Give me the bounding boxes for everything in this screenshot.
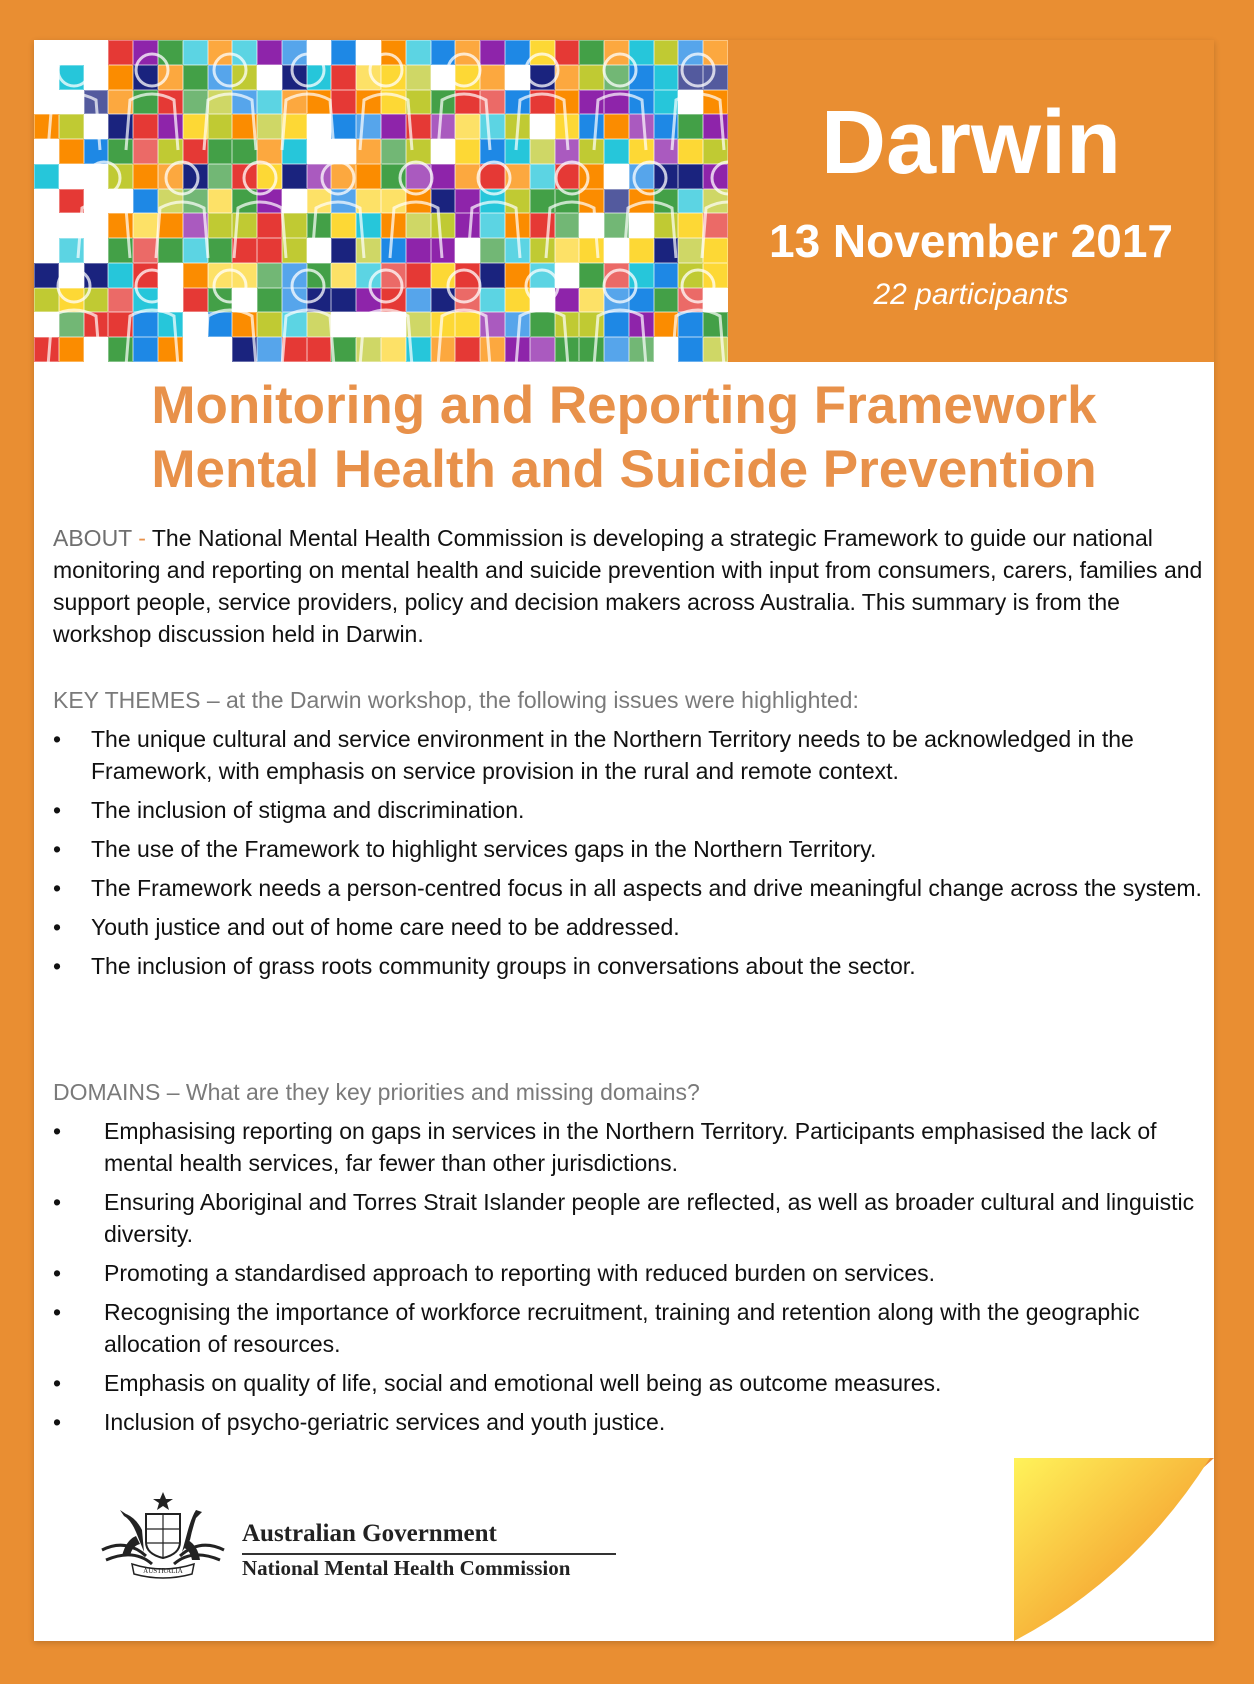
person-outline: [478, 162, 510, 194]
person-outline: [282, 94, 334, 150]
person-outline: [594, 310, 646, 362]
key-themes-list: [53, 723, 1203, 989]
person-outline: [214, 270, 246, 302]
person-outline: [370, 270, 402, 302]
person-outline: [438, 94, 490, 150]
list-item: • Ensuring Aboriginal and Torres Strait Islander people are reflected, as well as broader cultural and linguistic diversity.: [53, 1186, 1203, 1250]
list-item: • Promoting a standardised approach to reporting with reduced burden on services.: [53, 1257, 1203, 1289]
person-outline: [48, 310, 100, 362]
person-outline: [58, 270, 90, 302]
person-outline: [468, 202, 520, 258]
coat-of-arms-icon: [96, 1490, 230, 1580]
person-outline: [136, 54, 168, 86]
person-outline: [672, 310, 724, 362]
person-outline: [516, 94, 568, 150]
list-item: • The unique cultural and service environment in the Northern Territory needs to be acknowledged in the Framework, with emphasis on service provision in the rural and remote context.: [53, 723, 1203, 787]
header-banner: [34, 40, 1214, 362]
person-outline: [214, 54, 246, 86]
person-outline: [126, 94, 178, 150]
person-outline: [526, 270, 558, 302]
person-outline: [360, 94, 412, 150]
person-outline: [126, 310, 178, 362]
svg-text:AUSTRALIA: AUSTRALIA: [143, 1567, 183, 1575]
person-outline: [516, 310, 568, 362]
list-item: • The inclusion of grass roots community groups in conversations about the sector.: [53, 950, 1203, 982]
list-item: • The Framework needs a person-centred focus in all aspects and drive meaningful change across the system.: [53, 872, 1203, 904]
list-item: • The use of the Framework to highlight services gaps in the Northern Territory.: [53, 833, 1203, 865]
person-outline: [204, 94, 256, 150]
participant-count: 22 participants: [873, 278, 1069, 311]
domains-list: [53, 1115, 1203, 1445]
list-item: • Inclusion of psycho-geriatric services and youth justice.: [53, 1406, 1203, 1438]
domains-heading: DOMAINS – What are they key priorities and missing domains?: [53, 1079, 700, 1105]
person-outline: [244, 162, 276, 194]
person-outline: [400, 162, 432, 194]
person-outline: [556, 162, 588, 194]
person-outline: [88, 162, 120, 194]
person-outline: [526, 54, 558, 86]
about-separator: -: [138, 525, 146, 551]
list-item: • Recognising the importance of workforce recruitment, training and retention along with the geographic allocation of resources.: [53, 1296, 1203, 1360]
person-outline: [672, 94, 724, 150]
person-outline: [370, 54, 402, 86]
logo-line-commission: National Mental Health Commission: [242, 1556, 571, 1580]
person-outline: [390, 202, 442, 258]
person-outline: [448, 270, 480, 302]
person-outline: [634, 162, 666, 194]
event-city: Darwin: [820, 93, 1122, 193]
title-line-1: Monitoring and Reporting Framework: [151, 376, 1097, 435]
person-outline: [136, 270, 168, 302]
person-outline: [322, 162, 354, 194]
list-item: • Youth justice and out of home care need to be addressed.: [53, 911, 1203, 943]
people-outlines-overlay: [34, 40, 728, 362]
person-outline: [234, 202, 286, 258]
person-outline: [58, 54, 90, 86]
government-logo: [96, 1490, 636, 1590]
person-outline: [312, 202, 364, 258]
page-curl: [1014, 1458, 1214, 1641]
person-outline: [604, 54, 636, 86]
person-outline: [702, 202, 728, 258]
list-item: • Emphasis on quality of life, social and emotional well being as outcome measures.: [53, 1367, 1203, 1399]
person-outline: [594, 94, 646, 150]
person-outline: [604, 270, 636, 302]
person-outline: [204, 310, 256, 362]
person-outline: [712, 162, 728, 194]
person-outline: [78, 202, 130, 258]
person-outline: [292, 270, 324, 302]
person-outline: [682, 54, 714, 86]
person-outline: [546, 202, 598, 258]
person-outline: [282, 310, 334, 362]
list-item: • The inclusion of stigma and discrimination.: [53, 794, 1203, 826]
document-title: [34, 374, 1214, 502]
key-themes-heading: KEY THEMES – at the Darwin workshop, the following issues were highlighted:: [53, 687, 859, 713]
list-item: • Emphasising reporting on gaps in services in the Northern Territory. Participants emphasised the lack of mental health services, far fewer than other jurisdictions.: [53, 1115, 1203, 1179]
person-outline: [156, 202, 208, 258]
person-outline: [292, 54, 324, 86]
about-label: ABOUT: [53, 525, 132, 551]
person-outline: [682, 270, 714, 302]
person-outline: [448, 54, 480, 86]
person-outline: [360, 310, 412, 362]
event-date: 13 November 2017: [768, 215, 1174, 267]
title-line-2: Mental Health and Suicide Prevention: [151, 440, 1097, 499]
person-outline: [438, 310, 490, 362]
person-outline: [624, 202, 676, 258]
about-paragraph: [53, 522, 1203, 650]
about-text: The National Mental Health Commission is developing a strategic Framework to guide our national monitoring and reporting on mental health and suicide prevention with input from consumers, carers, families and support people, service providers, policy and decision makers across Australia. This summary is from the workshop discussion held in Darwin.: [53, 525, 1203, 647]
logo-line-government: Australian Government: [242, 1520, 497, 1547]
logo-divider: [242, 1553, 616, 1555]
person-outline: [166, 162, 198, 194]
person-outline: [48, 94, 100, 150]
